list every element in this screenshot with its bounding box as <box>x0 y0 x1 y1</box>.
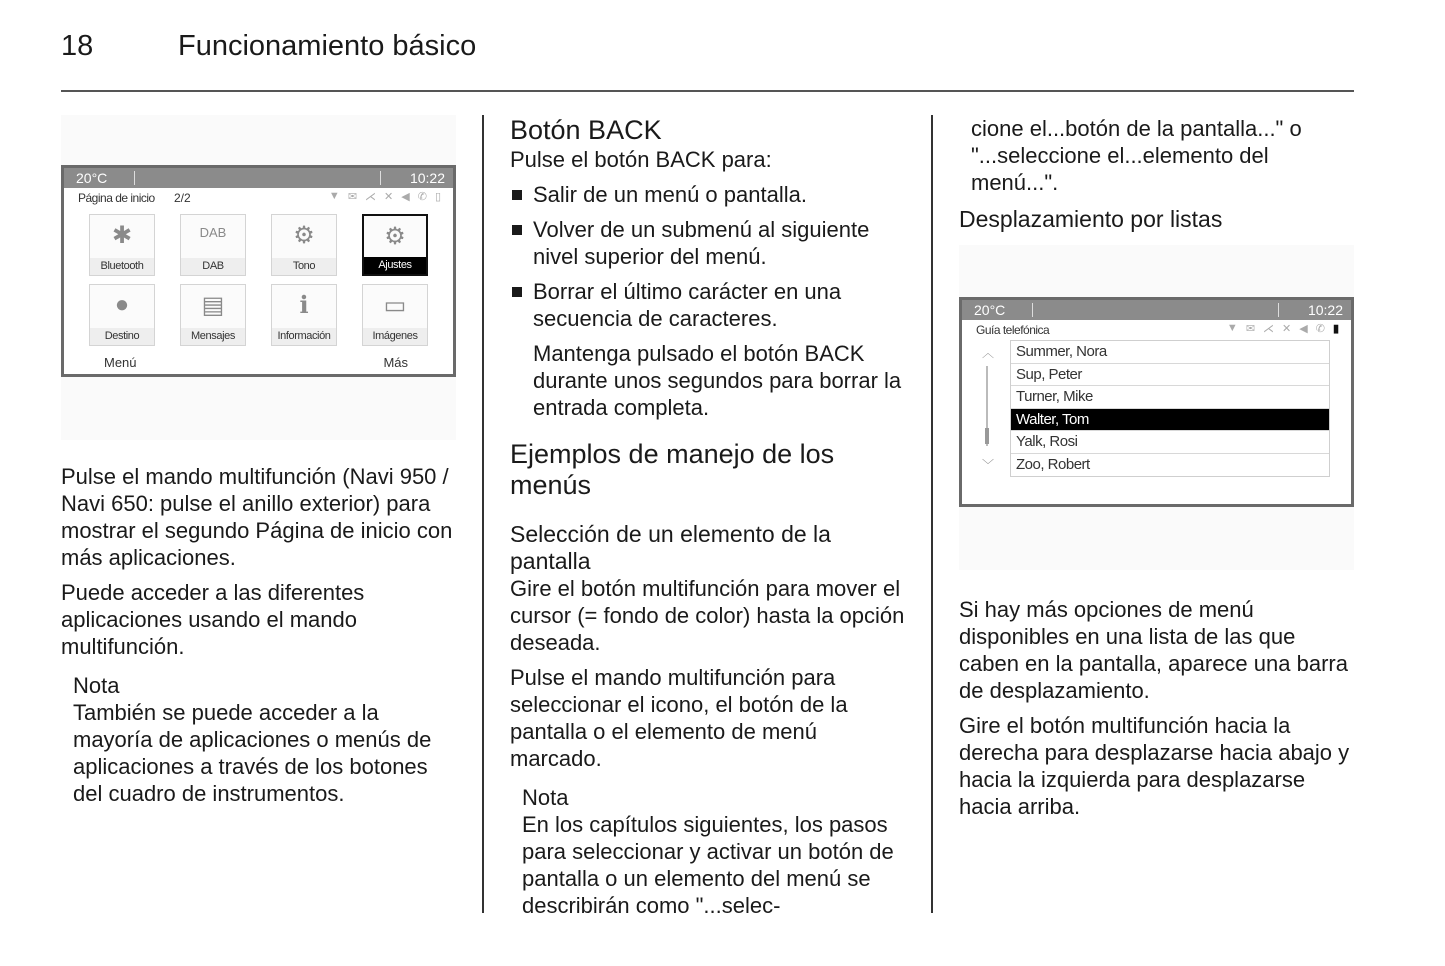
shuffle-icon: ✕ <box>1282 323 1292 335</box>
more-button[interactable]: Más <box>383 355 408 370</box>
status-icons <box>1227 322 1339 335</box>
tile-label: DAB <box>181 258 245 275</box>
bluetooth-audio-icon: ⋌ <box>365 191 377 203</box>
infotainment-screen <box>959 297 1354 507</box>
tile-label: Bluetooth <box>90 258 154 275</box>
figure-phonebook <box>959 245 1354 570</box>
bullet-item: Volver de un submenú al siguiente nivel superior del menú. <box>510 216 910 270</box>
heading-menu-examples: Ejemplos de manejo de los menús <box>510 439 835 500</box>
tile-label: Mensajes <box>181 328 245 345</box>
header-divider <box>61 90 1354 92</box>
heading-back-button: Botón BACK <box>510 115 662 145</box>
tile-label: Tono <box>272 258 336 275</box>
temperature: 20°C <box>974 302 1006 318</box>
tile-tono[interactable] <box>271 214 337 276</box>
subheading-select-item: Selección de un elemento de la pantalla <box>510 521 831 574</box>
tile-ajustes[interactable] <box>362 214 428 276</box>
clock: 10:22 <box>409 170 445 186</box>
tile-dab[interactable] <box>180 214 246 276</box>
bullet-item: Borrar el último carácter en una secuencia de caracteres. <box>510 278 910 332</box>
column-1 <box>61 110 461 807</box>
settings-gears-icon: ⚙ <box>384 223 406 250</box>
paragraph: Pulse el mando multifunción (Navi 950 / Navi 650: pulse el anillo exterior) para mostrar el segundo Página de inicio con más aplicaciones. <box>61 464 453 570</box>
list-item[interactable]: Turner, Mike <box>1011 386 1329 409</box>
status-separator <box>134 171 135 185</box>
column-divider-2 <box>931 115 933 913</box>
paragraph: Pulse el mando multifunción para seleccionar el icono, el botón de la pantalla o el elemento de menú marcado. <box>510 665 848 771</box>
tile-informacion[interactable] <box>271 284 337 346</box>
tile-destino[interactable] <box>89 284 155 346</box>
scroll-down-icon[interactable]: ﹀ <box>982 458 995 472</box>
status-bar <box>64 168 453 188</box>
bullet-item: Salir de un menú o pantalla. <box>510 181 910 208</box>
screen-title: Guía telefónica <box>976 323 1050 337</box>
section-title: Funcionamiento básico <box>178 30 477 62</box>
clock: 10:22 <box>1307 302 1343 318</box>
bluetooth-icon: ✱ <box>111 222 133 249</box>
bluetooth-audio-icon: ⋌ <box>1263 323 1275 335</box>
signal-icon: ▼ <box>1226 322 1238 334</box>
status-bar <box>962 300 1351 320</box>
list-item[interactable]: Zoo, Robert <box>1016 455 1090 473</box>
note-box <box>510 784 910 919</box>
bullet-square-icon <box>512 190 522 200</box>
info-icon: ℹ <box>299 292 309 319</box>
status-separator <box>1032 303 1033 317</box>
mute-icon: ◀ <box>401 191 410 203</box>
list-item[interactable]: Summer, Nora <box>1011 341 1329 364</box>
phone-icon: ✆ <box>1315 323 1325 335</box>
page-indicator: 2/2 <box>174 191 191 205</box>
battery-icon: ▮ <box>1332 323 1339 335</box>
column-3 <box>959 110 1359 820</box>
list-item-selected[interactable]: Walter, Tom <box>1011 409 1329 432</box>
paragraph: Mantenga pulsado el botón BACK durante unos segundos para borrar la entrada completa. <box>533 341 902 420</box>
figure-home-screen <box>61 115 456 440</box>
list-item[interactable]: Sup, Peter <box>1011 364 1329 387</box>
infotainment-screen <box>61 165 456 377</box>
scroll-up-icon[interactable]: ︿ <box>982 346 995 360</box>
paragraph: Gire el botón multifunción para mover el cursor (= fondo de color) hasta la opción deseada. <box>510 576 905 655</box>
contact-list <box>1010 340 1330 477</box>
paragraph: Puede acceder a las diferentes aplicaciones usando el mando multifunción. <box>61 580 365 659</box>
status-separator <box>380 171 381 185</box>
temperature: 20°C <box>76 170 108 186</box>
screen-title: Página de inicio <box>78 191 155 205</box>
battery-icon: ▯ <box>434 191 441 203</box>
messages-icon: ▤ <box>201 292 225 319</box>
column-2 <box>510 110 910 919</box>
phone-icon: ✆ <box>417 191 427 203</box>
screen-header <box>962 320 1351 338</box>
mute-icon: ◀ <box>1299 323 1308 335</box>
tile-label: Ajustes <box>364 257 426 274</box>
tile-label: Destino <box>90 328 154 345</box>
tone-settings-icon: ⚙ <box>293 222 315 249</box>
note-title: Nota <box>73 673 120 698</box>
shuffle-icon: ✕ <box>384 191 394 203</box>
signal-icon: ▼ <box>328 190 340 202</box>
note-title: Nota <box>522 785 569 810</box>
message-icon: ✉ <box>1245 323 1256 335</box>
destination-globe-icon: ● <box>114 291 130 318</box>
app-tile-grid <box>89 214 428 346</box>
tile-mensajes[interactable] <box>180 284 246 346</box>
page-number: 18 <box>61 30 94 62</box>
tile-imagenes[interactable] <box>362 284 428 346</box>
scrollbar-thumb[interactable] <box>985 428 989 444</box>
bullet-list <box>510 181 910 332</box>
list-item[interactable]: Yalk, Rosi <box>1011 431 1329 454</box>
paragraph: Si hay más opciones de menú disponibles en una lista de las que caben en la pantalla, aparece una barra de desplazamiento. <box>959 597 1348 703</box>
bullet-square-icon <box>512 225 522 235</box>
screen-header <box>64 188 453 206</box>
subheading-list-scrolling: Desplazamiento por listas <box>959 206 1223 232</box>
note-text: También se puede acceder a la mayoría de aplicaciones o menús de aplicaciones a través de los botones del cuadro de instrumentos. <box>73 700 432 806</box>
column-divider-1 <box>482 115 484 913</box>
message-icon: ✉ <box>347 191 358 203</box>
status-separator <box>1278 303 1279 317</box>
dab-radio-icon: DAB <box>199 225 227 240</box>
images-icon: ▭ <box>383 292 407 319</box>
note-text: En los capítulos siguientes, los pasos para seleccionar y activar un botón de pantalla o un elemento del menú se describirán como "...selec- <box>522 812 894 918</box>
status-icons <box>329 190 441 203</box>
tile-label: Imágenes <box>363 328 427 345</box>
note-text-continued: cione el...botón de la pantalla..." o "...seleccione el...elemento del menú...". <box>971 116 1302 195</box>
menu-button[interactable]: Menú <box>104 355 137 370</box>
note-box <box>61 672 461 807</box>
tile-bluetooth[interactable] <box>89 214 155 276</box>
paragraph: Gire el botón multifunción hacia la derecha para desplazarse hacia abajo y hacia la izquierda para desplazarse hacia arriba. <box>959 713 1350 819</box>
paragraph: Pulse el botón BACK para: <box>510 147 772 172</box>
tile-label: Información <box>272 328 336 345</box>
bullet-square-icon <box>512 287 522 297</box>
